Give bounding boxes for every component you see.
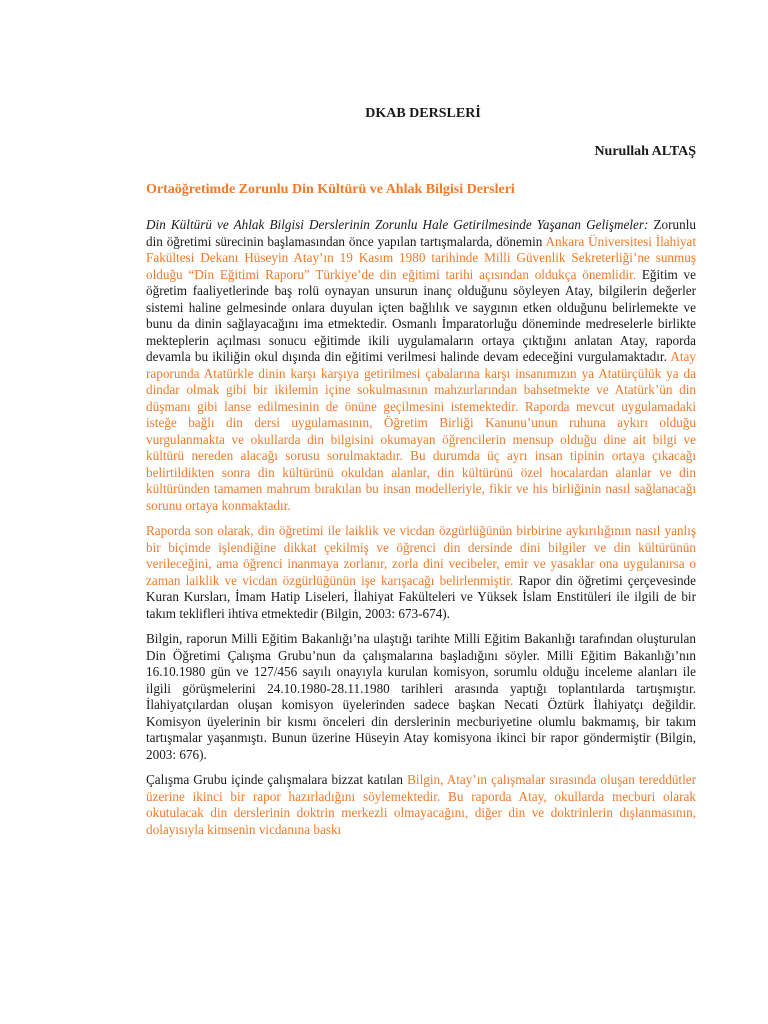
document-title: DKAB DERSLERİ (365, 106, 481, 121)
paragraph-1-text-2: Eğitim ve öğretim faaliyetlerinde baş rolü oynayan unsurun inanç olduğunu söyleyen Atay, bilgilerin değerler sistemi haline gelmesinde onlara duyulan içten bağlılık ve saygının etken olduğunu belirlemekte ve bunu da dinin sağlayacağını ima etmektedir. Osmanlı İmparatorluğu döneminde medreselerle birlikte mekteplerin açılması sonucu eğitimde ikili uygulamaların ortaya çıktığını anlatan Atay, raporda devamla bu ikiliğin okul dışında din eğitimi verilmesi halinde devam edeceğini vurgulamaktadır. (146, 266, 696, 364)
paragraph-1 (146, 217, 696, 514)
paragraph-2 (146, 523, 696, 622)
paragraph-3: Bilgin, raporun Milli Eğitim Bakanlığı’na ulaştığı tarihte Milli Eğitim Bakanlığı tarafından oluşturulan Din Öğretimi Çalışma Grubu’nun da çalışmalarına başladığını söyler. Milli Eğitim Bakanlığı’nın 16.10.1980 gün ve 127/456 sayılı onayıyla kurulan komisyon, sorumlu olduğu inceleme alanları ile ilgili görüşmelerini 24.10.1980-28.11.1980 tarihleri arasında yaptığı toplantılarda tartışmıştır. İlahiyatçılardan oluşan komisyon üyelerinden sadece başkan Necati Öztürk İlahiyatçı değildir. Komisyon üyelerinin bir kısmı önceleri din derslerinin mecburiyetine olumlu bakmamış, bir takım tartışmalar yaşanmıştı. Bunun üzerine Hüseyin Atay komisyona ikinci bir rapor göndermiştir (Bilgin, 2003: 676). (146, 631, 696, 762)
paragraph-1-text-1: Zorunlu din öğretimi sürecinin başlamasından önce yapılan tartışmalarda, dönemin (146, 217, 696, 249)
paragraph-1-highlight-1: Ankara Üniversitesi İlahiyat Fakültesi Dekanı Hüseyin Atay’ın 19 Kasım 1980 tarihinde Milli Güvenlik Sekreterliği’ne sunmuş olduğu “Din Eğitimi Raporu” Türkiye’de din eğitimi tarihi açısından oldukça önemlidir. (146, 233, 696, 282)
paragraph-4 (146, 772, 696, 838)
paragraph-4-text-1: Çalışma Grubu içinde çalışmalara bizzat katılan (146, 772, 408, 787)
paragraph-2-text-1: Rapor din öğretimi çerçevesinde Kuran Kursları, İmam Hatip Liseleri, İlahiyat Fakülteleri ve Yüksek İslam Enstitüleri ile ilgili de bir takım teklifleri ihtiva etmektedir (Bilgin, 2003: 673-674). (146, 572, 696, 621)
paragraph-4-highlight-1: Bilgin, Atay’ın çalışmalar sırasında oluşan tereddütler üzerine ikinci bir rapor hazırladığını söylemektedir. Bu raporda Atay, okullarda mecburi olarak okutulacak din derslerinin doktrin merkezli olmayacağını, diğer din ve doktrinlerin dışlanmasının, dolayısıyla kimsenin vicdanına baskı (146, 772, 697, 837)
paragraph-1-lead: Din Kültürü ve Ahlak Bilgisi Derslerinin Zorunlu Hale Getirilmesinde Yaşanan Gelişmeler: (146, 217, 649, 232)
author-name: Nurullah ALTAŞ (594, 144, 696, 159)
paragraph-2-highlight-1: Raporda son olarak, din öğretimi ile laiklik ve vicdan özgürlüğünün birbirine aykırılığının nasıl yanlış bir biçimde işlendiğine dikkat çekilmiş ve öğrenci din dersinde dini bilgiler ve din kültürünün verileceğini, ama öğrenci inanmaya zorlanır, zorla dini vecibeler, emir ve yasaklar ona uygulanırsa o zaman laiklik ve vicdan özgürlüğünün işe karışacağı belirlenmiştir. (146, 523, 696, 588)
paragraph-1-highlight-2: Atay raporunda Atatürkle dinin karşı karşıya getirilmesi çabalarına karşı insanımızın ya Atatürçülük ya da dindar olmak gibi bir ikilemin içine sokulmasının mahzurlarından bahsetmekte ve Atatürk’ün din düşmanı gibi lanse edilmesinin de önüne geçilmesini istemektedir. Raporda mevcut uygulamadaki isteğe bağlı din dersi uygulamasının, Öğretim Birliği Kanunu’unun ruhuna aykırı olduğu vurgulanmakta ve okullarda din bilgisini okumayan öğrencilerin mensup olduğu dine ait bilgi ve kültürü nereden alacağı sorusu sorulmaktadır. Bu durumda üç ayrı insan tipinin ortaya çıkacağı belirtildikten sonra din kültürünü okuldan alanlar, din kültürünü özel hocalardan alanlar ve din kültüründen tamamen mahrum bırakılan bu insan modelleriyle, fikir ve his birliğinin nasıl sağlanacağı sorunu ortaya konmaktadır. (146, 349, 696, 513)
section-heading: Ortaöğretimde Zorunlu Din Kültürü ve Ahlak Bilgisi Dersleri (146, 182, 515, 197)
